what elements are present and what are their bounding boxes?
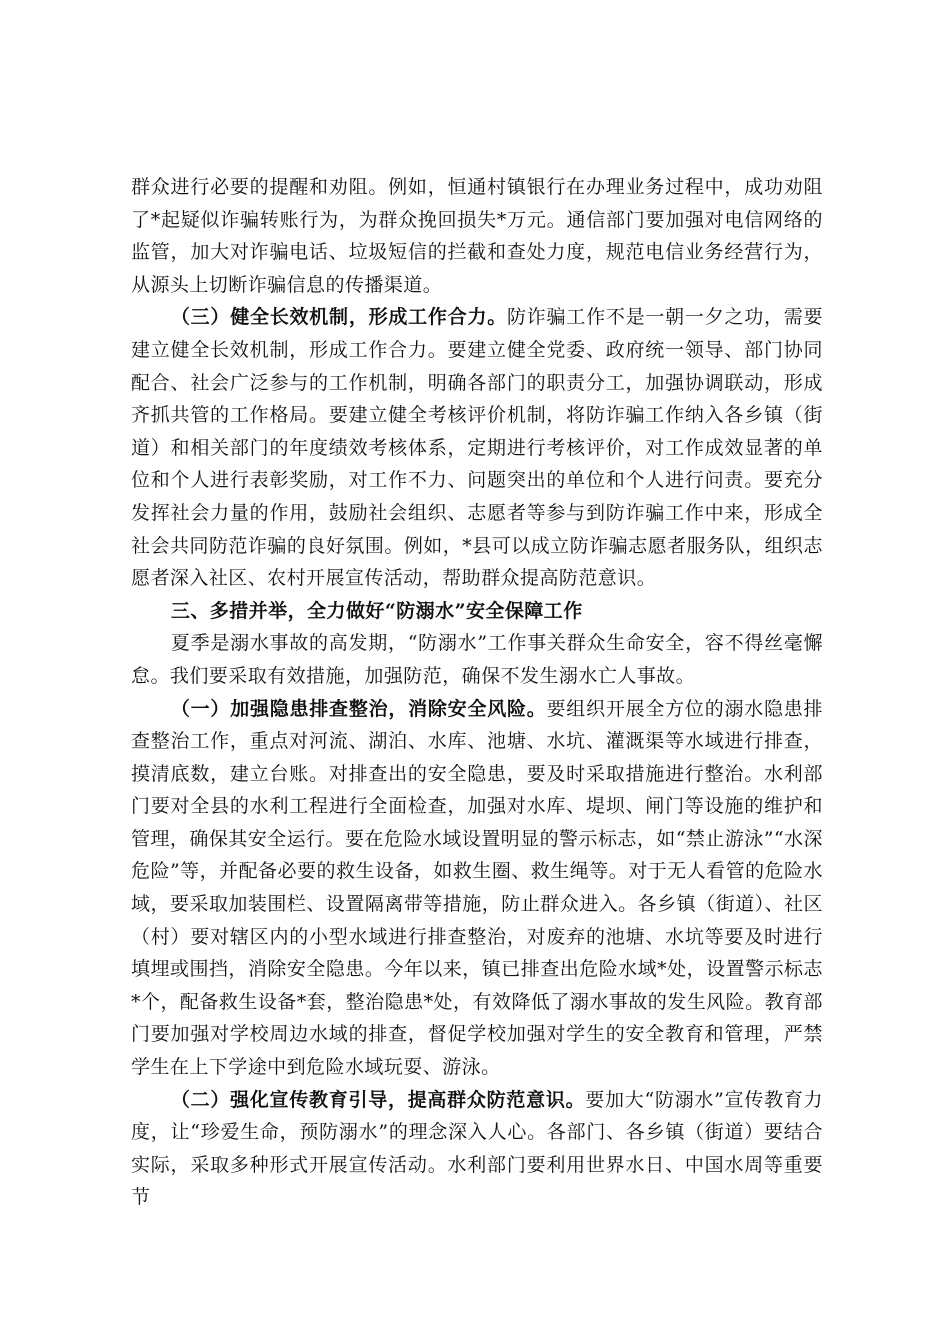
document-page bbox=[131, 171, 823, 1214]
paragraph-long-term-mechanism bbox=[131, 301, 823, 594]
paragraph-text: 要加大“防溺水”宣传教育力度，让“珍爱生命，预防溺水”的理念深入人心。各部门、各乡镇（街道）要结合实际，采取多种形式开展宣传活动。水利部门要利用世界水日、中国水周等重要节 bbox=[131, 1088, 823, 1209]
paragraph-lead: （一）加强隐患排查整治，消除安全风险。 bbox=[170, 697, 547, 720]
paragraph-publicity-education bbox=[131, 1084, 823, 1214]
paragraph-text: 夏季是溺水事故的高发期，“防溺水”工作事关群众生命安全，容不得丝毫懈怠。我们要采取有效措施，加强防范，确保不发生溺水亡人事故。 bbox=[131, 632, 823, 687]
paragraph-summer-intro bbox=[131, 627, 823, 692]
paragraph-text: 要组织开展全方位的溺水隐患排查整治工作，重点对河流、湖泊、水库、池塘、水坑、灌溉渠等水域进行排查，摸清底数，建立台账。对排查出的安全隐患，要及时采取措施进行整治。水利部门要对全县的水利工程进行全面检查，加强对水库、堤坝、闸门等设施的维护和管理，确保其安全运行。要在危险水域设置明显的警示标志，如“禁止游泳”“水深危险”等，并配备必要的救生设备，如救生圈、救生绳等。对于无人看管的危险水域，要采取加装围栏、设置隔离带等措施，防止群众进入。各乡镇（街道）、社区（村）要对辖区内的小型水域进行排查整治，对废弃的池塘、水坑等要及时进行填埋或围挡，消除安全隐患。今年以来，镇已排查出危险水域*处，设置警示标志*个，配备救生设备*套，整治隐患*处，有效降低了溺水事故的发生风险。教育部门要加强对学校周边水域的排查，督促学校加强对学生的安全教育和管理，严禁学生在上下学途中到危险水域玩耍、游泳。 bbox=[131, 697, 823, 1079]
paragraph-text: 群众进行必要的提醒和劝阻。例如，恒通村镇银行在办理业务过程中，成功劝阻了*起疑似诈骗转账行为，为群众挽回损失*万元。通信部门要加强对电信网络的监管，加大对诈骗电话、垃圾短信的拦截和查处力度，规范电信业务经营行为，从源头上切断诈骗信息的传播渠道。 bbox=[131, 176, 823, 296]
section-heading-text: 三、多措并举，全力做好“防溺水”安全保障工作 bbox=[170, 599, 583, 622]
section-heading-drowning-prevention bbox=[131, 595, 823, 628]
paragraph-hazard-inspection bbox=[131, 693, 823, 1084]
paragraph-lead: （二）强化宣传教育引导，提高群众防范意识。 bbox=[170, 1088, 586, 1111]
paragraph-text: 防诈骗工作不是一朝一夕之功，需要建立健全长效机制，形成工作合力。要建立健全党委、政府统一领导、部门协同配合、社会广泛参与的工作机制，明确各部门的职责分工，加强协调联动，形成齐抓共管的工作格局。要建立健全考核评价机制，将防诈骗工作纳入各乡镇（街道）和相关部门的年度绩效考核体系，定期进行考核评价，对工作成效显著的单位和个人进行表彰奖励，对工作不力、问题突出的单位和个人进行问责。要充分发挥社会力量的作用，鼓励社会组织、志愿者等参与到防诈骗工作中来，形成全社会共同防范诈骗的良好氛围。例如，*县可以成立防诈骗志愿者服务队，组织志愿者深入社区、农村开展宣传活动，帮助群众提高防范意识。 bbox=[131, 306, 824, 590]
paragraph-continuation bbox=[131, 171, 823, 301]
paragraph-lead: （三）健全长效机制，形成工作合力。 bbox=[170, 306, 507, 329]
